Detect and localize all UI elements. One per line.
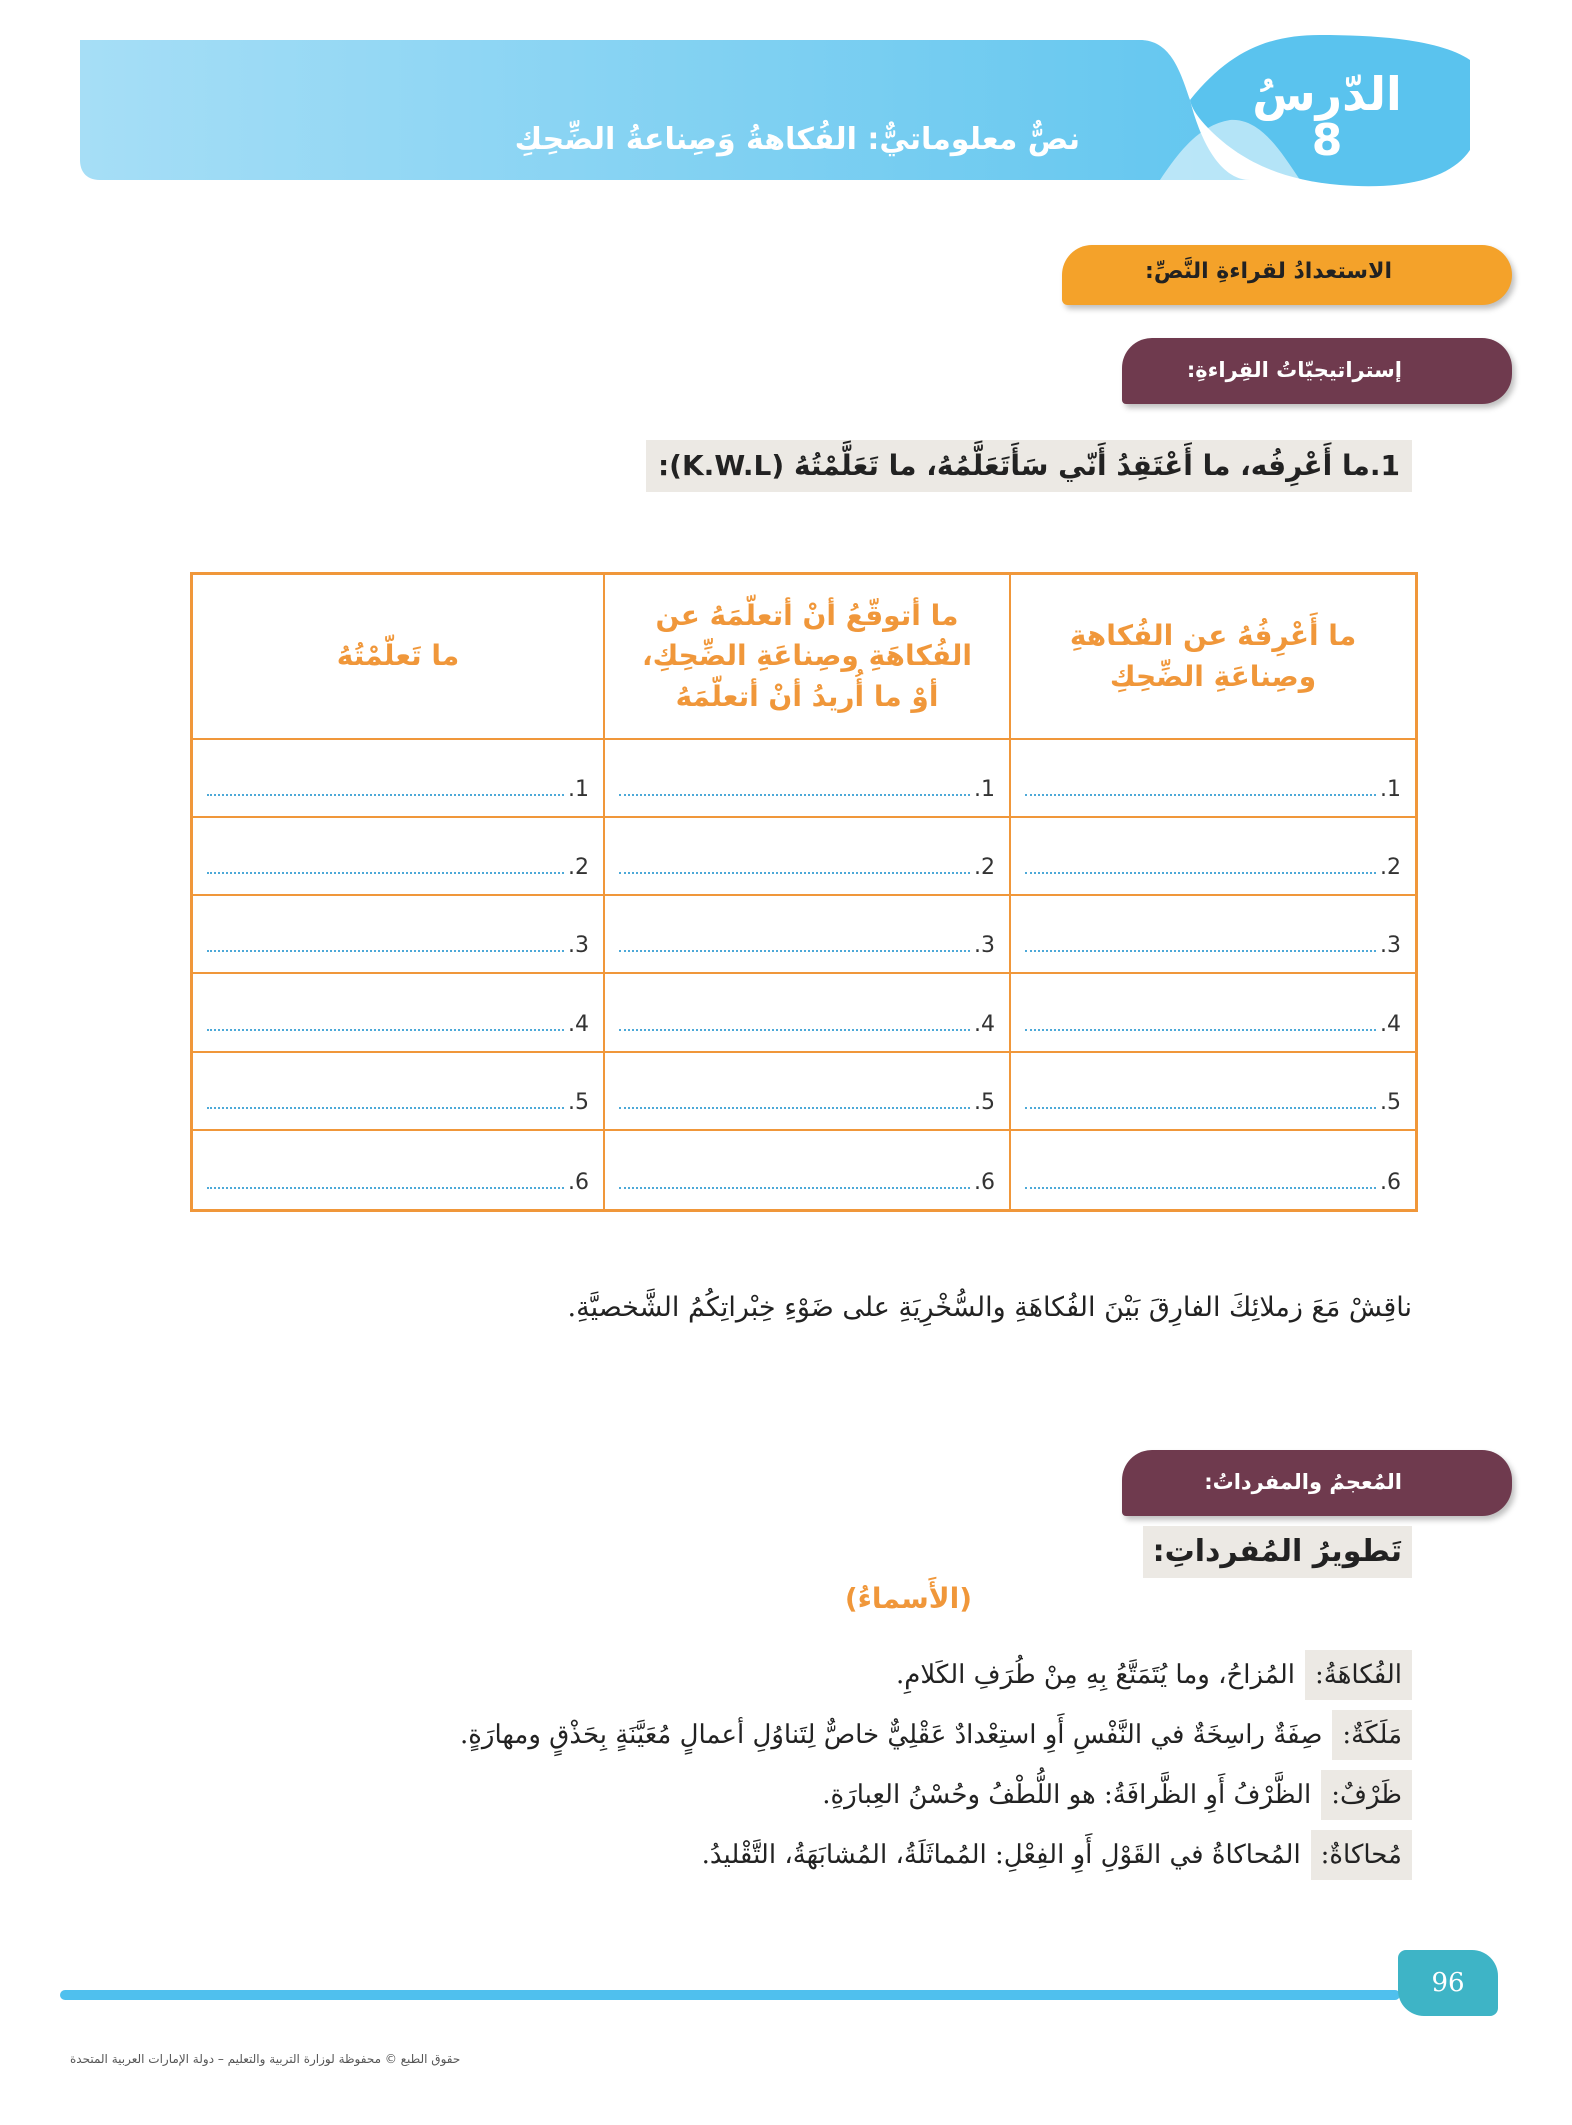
answer-line[interactable] (619, 1028, 970, 1031)
kwl-answer-cell[interactable] (193, 740, 603, 818)
answer-line[interactable] (1025, 1028, 1376, 1031)
kwl-row-number: 3. (568, 933, 589, 959)
kwl-answer-cell[interactable] (603, 818, 1009, 896)
kwl-row-number: 6. (974, 1169, 995, 1195)
answer-line[interactable] (619, 1106, 970, 1109)
footer-bar (60, 1990, 1400, 2000)
answer-line[interactable] (207, 871, 564, 874)
answer-line[interactable] (619, 871, 970, 874)
kwl-answer-cell[interactable] (193, 896, 603, 974)
page-number: 96 (1398, 1950, 1498, 2016)
kwl-answer-cell[interactable] (603, 974, 1009, 1052)
answer-line[interactable] (207, 1028, 564, 1031)
reading-strategies-label: إستراتيجيّاتُ القِراءةِ: (1186, 358, 1402, 382)
vocab-item (702, 1830, 1412, 1880)
kwl-answer-cell[interactable] (193, 1053, 603, 1131)
vocab-heading: تَطويرُ المُفرداتِ: (1143, 1526, 1412, 1578)
kwl-row-number: 4. (568, 1011, 589, 1037)
lesson-number: 8 (1311, 115, 1343, 167)
answer-line[interactable] (1025, 949, 1376, 952)
reading-strategies-pill (1122, 338, 1512, 404)
kwl-row-number: 1. (974, 777, 995, 803)
lesson-word: الدّرسُ (1252, 67, 1402, 121)
kwl-header-know: ما أَعْرِفُهُ عن الفُكاهةِ وصِناعَةِ الضِّحِكِ (1009, 575, 1415, 740)
kwl-row-number: 6. (568, 1169, 589, 1195)
kwl-row-number: 2. (974, 855, 995, 881)
answer-line[interactable] (619, 1186, 970, 1189)
kwl-table (190, 572, 1418, 1212)
vocab-item (822, 1770, 1412, 1820)
answer-line[interactable] (1025, 1106, 1376, 1109)
kwl-row-number: 5. (1380, 1089, 1401, 1115)
answer-line[interactable] (207, 793, 564, 796)
kwl-answer-cell[interactable] (603, 740, 1009, 818)
kwl-row-number: 3. (974, 933, 995, 959)
kwl-header-learned: ما تَعلّمْتُهُ (193, 575, 603, 740)
kwl-answer-cell[interactable] (603, 1053, 1009, 1131)
answer-line[interactable] (207, 1186, 564, 1189)
kwl-row-number: 5. (568, 1089, 589, 1115)
vocab-definition: المُحاكاةُ في القَوْلِ أَوِ الفِعْلِ: المُماثَلَةُ، المُشابَهَةُ، التَّقْليدُ. (701, 1840, 1301, 1870)
kwl-answer-cell[interactable] (193, 974, 603, 1052)
kwl-answer-cell[interactable] (1009, 896, 1415, 974)
answer-line[interactable] (1025, 793, 1376, 796)
discussion-prompt: ناقِشْ مَعَ زملائِكَ الفارِقَ بَيْنَ الفُكاهَةِ والسُّخْرِيَةِ على ضَوْءِ خِبْراتِكُمُ الشَّخصيَّةِ. (567, 1292, 1412, 1323)
vocab-term: مَلَكَةٌ: (1332, 1710, 1412, 1760)
kwl-row-number: 6. (1380, 1169, 1401, 1195)
lesson-title: نصٌّ معلوماتيٌّ: الفُكاهةُ وَصِناعةُ الضِّحِكِ (514, 122, 1080, 157)
vocab-term: الفُكاهَةُ: (1305, 1650, 1412, 1700)
answer-line[interactable] (1025, 1186, 1376, 1189)
vocab-definition: صِفَةٌ راسِخَةٌ في النَّفْسِ أَوِ استِعْدادٌ عَقْلِيٌّ خاصٌّ لِتَناوُلِ أعمالٍ مُعَيَّنَةٍ بِحَذْقٍ ومهارَةٍ. (460, 1720, 1323, 1750)
kwl-row-number: 3. (1380, 933, 1401, 959)
answer-line[interactable] (619, 949, 970, 952)
kwl-header-want: ما أتوقّعُ أنْ أتعلّمَهُ عن الفُكاهَةِ وصِناعَةِ الضِّحِكِ، أوْ ما أُريدُ أنْ أتعلّمَهُ (603, 575, 1009, 740)
lexicon-label: المُعجمُ والمفرداتُ: (1204, 1470, 1402, 1494)
answer-line[interactable] (1025, 871, 1376, 874)
answer-line[interactable] (207, 949, 564, 952)
kwl-answer-cell[interactable] (603, 1131, 1009, 1209)
kwl-answer-cell[interactable] (1009, 974, 1415, 1052)
lesson-banner (60, 30, 1480, 190)
kwl-row-number: 1. (1380, 777, 1401, 803)
vocab-term: ظَرْفٌ: (1321, 1770, 1412, 1820)
lexicon-pill (1122, 1450, 1512, 1516)
kwl-answer-cell[interactable] (1009, 1131, 1415, 1209)
vocab-definition: المُزاحُ، وما يُتَمَتَّعُ بِهِ مِنْ طُرَفِ الكَلامِ. (896, 1660, 1295, 1690)
kwl-answer-cell[interactable] (193, 818, 603, 896)
vocab-definition: الظَّرْفُ أَوِ الظَّرافَةُ: هو اللُّطْفُ وحُسْنُ العِبارَةِ. (822, 1780, 1312, 1810)
kwl-row-number: 5. (974, 1089, 995, 1115)
vocab-category: (الأَسماءُ) (844, 1582, 972, 1615)
answer-line[interactable] (619, 793, 970, 796)
copyright-text: حقوق الطبع © محفوظة لوزارة التربية والتعليم – دولة الإمارات العربية المتحدة (70, 2052, 461, 2066)
kwl-question: 1.ما أَعْرِفُه، ما أَعْتَقِدُ أَنّي سَأَتَعَلَّمُهُ، ما تَعَلَّمْتُهُ (K.W.L): (646, 440, 1412, 492)
kwl-row-number: 1. (568, 777, 589, 803)
vocab-term: مُحاكاةٌ: (1311, 1830, 1412, 1880)
kwl-row-number: 2. (568, 855, 589, 881)
kwl-answer-cell[interactable] (1009, 818, 1415, 896)
kwl-row-number: 4. (974, 1011, 995, 1037)
kwl-row-number: 4. (1380, 1011, 1401, 1037)
kwl-row-number: 2. (1380, 855, 1401, 881)
vocab-item (460, 1710, 1412, 1760)
kwl-answer-cell[interactable] (603, 896, 1009, 974)
prepare-section-label: الاستعدادُ لقراءةِ النَّصِّ: (1145, 259, 1392, 284)
answer-line[interactable] (207, 1106, 564, 1109)
lesson-badge (1252, 67, 1402, 167)
kwl-answer-cell[interactable] (193, 1131, 603, 1209)
kwl-answer-cell[interactable] (1009, 740, 1415, 818)
kwl-answer-cell[interactable] (1009, 1053, 1415, 1131)
prepare-section-pill (1062, 245, 1512, 305)
vocab-item (896, 1650, 1412, 1700)
